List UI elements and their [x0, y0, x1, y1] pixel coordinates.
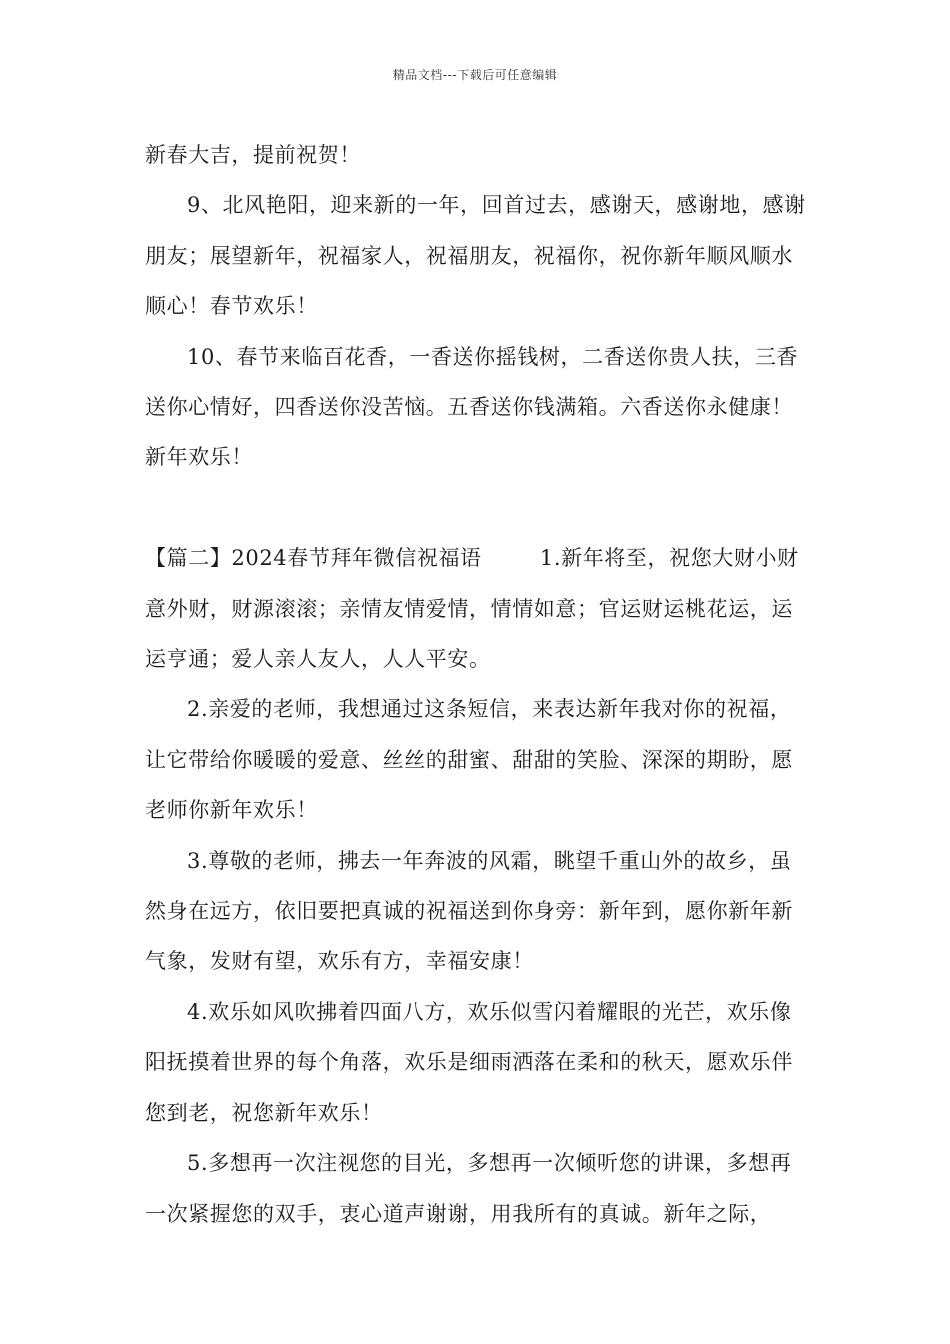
section-2-paragraph-2: 2.亲爱的老师，我想通过这条短信，来表达新年我对你的祝福，让它带给你暖暖的爱意、丝丝的甜蜜、甜甜的笑脸、深深的期盼，愿老师你新年欢乐！ — [145, 697, 793, 823]
section-2-paragraph-3: 3.尊敬的老师，拂去一年奔波的风霜，眺望千重山外的故乡，虽然身在远方，依旧要把真诚的祝福送到你身旁：新年到，愿你新年新气象，发财有望，欢乐有方，幸福安康！ — [145, 848, 793, 974]
document-body — [145, 130, 810, 1239]
paragraph-continued: 新春大吉，提前祝贺！ — [145, 143, 361, 167]
paragraph-10: 10、春节来临百花香，一香送你摇钱树，二香送你贵人扶，三香送你心情好，四香送你没苦恼。五香送你钱满箱。六香送你永健康！新年欢乐！ — [145, 344, 799, 470]
paragraph-9: 9、北风艳阳，迎来新的一年，回首过去，感谢天，感谢地，感谢朋友；展望新年，祝福家人，祝福朋友，祝福你，祝你新年顺风顺水顺心！春节欢乐！ — [145, 193, 806, 319]
section-2-spacer — [482, 546, 540, 570]
blank-line — [145, 483, 810, 533]
section-2-first-paragraph — [145, 533, 810, 684]
section-2-paragraph-1: 1.新年将至，祝您大财小财意外财，财源滚滚；亲情友情爱情，情情如意；官运财运桃花运，运运亨通；爱人亲人友人，人人平安。 — [145, 546, 799, 672]
section-2-paragraph-5: 5.多想再一次注视您的目光，多想再一次倾听您的讲课，多想再一次紧握您的双手，衷心道声谢谢，用我所有的真诚。新年之际， — [145, 1151, 792, 1226]
section-2-title: 【篇二】2024春节拜年微信祝福语 — [145, 546, 482, 571]
section-2-paragraph-4: 4.欢乐如风吹拂着四面八方，欢乐似雪闪着耀眼的光芒，欢乐像阳抚摸着世界的每个角落，欢乐是细雨洒落在柔和的秋天，愿欢乐伴您到老，祝您新年欢乐！ — [145, 999, 793, 1125]
page-header: 精品文档---下载后可任意编辑 — [392, 68, 558, 82]
